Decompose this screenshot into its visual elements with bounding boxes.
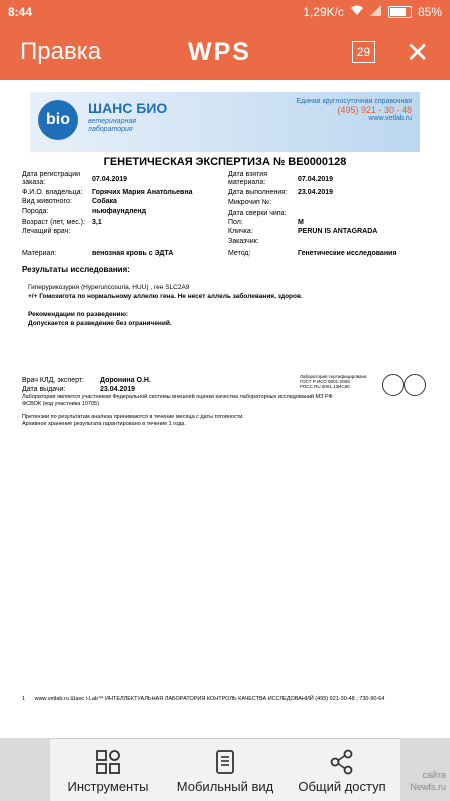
tools-icon xyxy=(95,749,121,775)
issue-date: 23.04.2019 xyxy=(100,386,136,393)
results-heading: Результаты исследования: xyxy=(22,265,130,274)
website: www.vetlab.ru xyxy=(368,115,412,122)
quality-seal-icon xyxy=(404,374,426,396)
field-label: Микрочип №: xyxy=(228,199,272,206)
document-title: ГЕНЕТИЧЕСКАЯ ЭКСПЕРТИЗА № ВЕ0000128 xyxy=(103,156,347,168)
status-bar xyxy=(0,0,450,26)
help-line: Единая круглосуточная справочная xyxy=(296,98,412,105)
field-label: Лечащий врач: xyxy=(22,228,71,235)
footer-text: www.vetlab.ru Шанс i-Lab™ ИНТЕЛЛЕКТУАЛЬНАЯ ЛАБОРАТОРИЯ КОНТРОЛЬ КАЧЕСТВА ИССЛЕДОВАНИЙ (495) 921-30-48 ; 730-90-64 xyxy=(34,696,385,702)
app-bar xyxy=(0,26,450,80)
document-page xyxy=(0,80,450,738)
field-value: PERUN IS ANTAGRADA xyxy=(298,228,378,235)
phone-number: (495) 921 - 30 - 48 xyxy=(337,105,412,115)
field-label: Ф.И.О. владельца: xyxy=(22,189,83,196)
clock: 8:44 xyxy=(8,5,33,19)
doctor-name: Доронина О.Н. xyxy=(100,377,151,384)
certification-block: Лаборатория сертифицирована ГОСТ Р ИСО 9001-2008 РОСС RU.0001.13ИС80 xyxy=(300,374,367,389)
field-label: Дата сверки чипа: xyxy=(228,210,287,217)
field-label: Дата выполнения: xyxy=(228,189,288,196)
certification-seal-icon xyxy=(382,374,404,396)
battery-level: 85% xyxy=(417,5,442,19)
page-number: 1 xyxy=(22,696,26,702)
lab-banner xyxy=(30,92,420,152)
mobile-view-label: Мобильный вид xyxy=(176,779,274,794)
page-count-button[interactable]: 29 xyxy=(352,41,375,63)
mobile-view-icon xyxy=(212,749,238,775)
field-label: Заказчик: xyxy=(228,238,259,245)
contact-block xyxy=(296,98,412,122)
recommendations-text: Допускается в разведение без ограничений. xyxy=(28,320,172,327)
brand-subtitle: ветеринарная лаборатория xyxy=(88,118,136,133)
page-footer xyxy=(22,696,384,702)
field-value: 07.04.2019 xyxy=(298,176,334,183)
field-label: Возраст (лет, мес.): xyxy=(22,219,85,226)
edit-button[interactable]: Правка xyxy=(20,38,102,65)
wifi-icon xyxy=(350,5,364,19)
field-value: ньюфаундленд xyxy=(92,208,147,215)
field-label: Кличка: xyxy=(228,228,253,235)
lab-note: ФСВОК (код участника 10705) xyxy=(22,401,99,407)
material-value: венозная кровь с ЭДТА xyxy=(92,250,174,257)
issue-date-label: Дата выдачи: xyxy=(22,386,66,393)
share-label: Общий доступ xyxy=(298,779,386,794)
mobile-view-button[interactable] xyxy=(167,749,283,794)
field-label: заказа: xyxy=(22,179,46,186)
field-value: 07.04.2019 xyxy=(92,176,128,183)
claim-note: Претензии по результатам анализа принимаются в течение месяца с даты готовности. xyxy=(22,414,244,420)
bio-logo: bio xyxy=(38,100,78,140)
wps-logo: WPS xyxy=(188,38,251,66)
field-value: Собака xyxy=(92,198,117,205)
claim-note: Архивное хранение результата гарантировано в течение 1 года. xyxy=(22,421,186,427)
share-icon xyxy=(329,749,355,775)
battery-icon xyxy=(388,6,412,18)
field-value: 3,1 xyxy=(92,219,102,226)
method-value: Генетические исследования xyxy=(298,250,397,257)
bottom-toolbar xyxy=(50,738,400,801)
tools-label: Инструменты xyxy=(67,779,149,794)
brand-name: ШАНС БИО xyxy=(88,100,168,116)
watermark: сайта xyxy=(422,770,446,780)
status-icons xyxy=(303,5,442,19)
recommendations-heading: Рекомендации по разведению: xyxy=(28,311,129,318)
watermark: Newfs.ru xyxy=(410,782,446,792)
field-label: Дата взятия xyxy=(228,171,267,178)
method-label: Метод: xyxy=(228,250,251,257)
field-value: Горячих Мария Анатольевна xyxy=(92,189,193,196)
network-speed: 1,29K/c xyxy=(303,5,344,19)
close-icon[interactable]: ✕ xyxy=(406,37,430,68)
field-label: Порода: xyxy=(22,208,49,215)
share-button[interactable] xyxy=(284,749,400,794)
material-label: Материал: xyxy=(22,250,57,257)
field-label: Дата регистрации xyxy=(22,171,81,178)
lab-note: Лаборатория является участником Федеральной системы внешней оценки качества лабораторных исследований МЗ РФ xyxy=(22,394,333,400)
result-line: +/+ Гомозигота по нормальному аллелю гена. Не несет аллель заболевания, здоров. xyxy=(28,293,303,300)
signal-icon xyxy=(370,5,382,19)
doctor-label: Врач КЛД, эксперт: xyxy=(22,377,84,384)
field-label: Вид животного: xyxy=(22,198,72,205)
field-value: 23.04.2019 xyxy=(298,189,334,196)
result-line: Гиперурикозурия (Hyperuricosuria, HUU) , ген SLC2A9 xyxy=(28,284,190,291)
tools-button[interactable] xyxy=(50,749,166,794)
field-label: Пол: xyxy=(228,219,243,226)
field-label: материала: xyxy=(228,179,266,186)
field-value: M xyxy=(298,219,304,226)
